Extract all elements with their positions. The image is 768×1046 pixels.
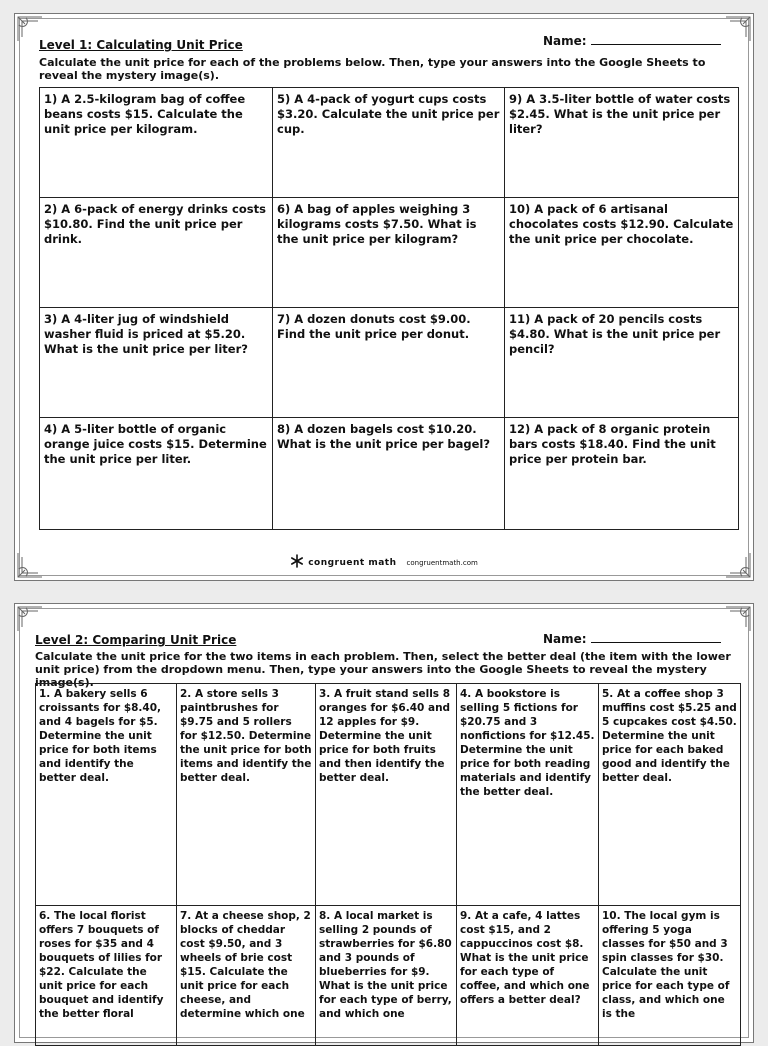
problem-cell xyxy=(457,684,599,906)
problem-text: 9) A 3.5-liter bottle of water costs $2.45. What is the unit price per liter? xyxy=(509,92,731,136)
worksheet-level-2 xyxy=(14,603,754,1043)
problem-text: 1) A 2.5-kilogram bag of coffee beans costs $15. Calculate the unit price per kilogram. xyxy=(44,92,246,136)
problem-text: 7) A dozen donuts cost $9.00. Find the unit price per donut. xyxy=(277,312,471,341)
footer-logo-text: congruent math xyxy=(308,558,397,568)
problem-text: 5. At a coffee shop 3 muffins cost $5.25 and 5 cupcakes cost $4.50. Determine the unit price for each baked good and identify the better deal. xyxy=(602,688,737,784)
problem-text: 4) A 5-liter bottle of organic orange juice costs $15. Determine the unit price per liter. xyxy=(44,422,267,466)
problem-text: 8. A local market is selling 2 pounds of strawberries for $6.80 and 3 pounds of blueberries for $9. What is the unit price for each type of berry, and which one xyxy=(319,910,452,1020)
problem-cell xyxy=(505,198,739,308)
name-field[interactable] xyxy=(543,34,721,48)
name-line xyxy=(591,632,721,643)
problem-row xyxy=(36,684,741,906)
problem-row xyxy=(40,418,739,530)
instructions: Calculate the unit price for the two items in each problem. Then, select the better deal (the item with the lower unit price) from the dropdown menu. Then, type your answers into the Google Sheets to reveal the mystery image(s). xyxy=(35,650,731,689)
name-label: Name: xyxy=(543,632,587,646)
name-label: Name: xyxy=(543,34,587,48)
problem-text: 2) A 6-pack of energy drinks costs $10.80. Find the unit price per drink. xyxy=(44,202,266,246)
problem-cell xyxy=(599,906,741,1046)
problem-text: 1. A bakery sells 6 croissants for $8.40, and 4 bagels for $5. Determine the unit price for both items and identify the better deal. xyxy=(39,688,162,784)
problem-cell xyxy=(36,684,177,906)
problem-text: 11) A pack of 20 pencils costs $4.80. What is the unit price per pencil? xyxy=(509,312,721,356)
name-line xyxy=(591,34,721,45)
problem-text: 10. The local gym is offering 5 yoga classes for $50 and 3 spin classes for $30. Calculate the unit price for each type of class, and which one is the xyxy=(602,910,730,1020)
problem-text: 6. The local florist offers 7 bouquets of roses for $35 and 4 bouquets of lilies for $22. Calculate the unit price for each bouquet and identify the better floral xyxy=(39,910,164,1020)
problem-text: 8) A dozen bagels cost $10.20. What is the unit price per bagel? xyxy=(277,422,491,451)
problem-cell xyxy=(40,198,273,308)
problem-text: 3) A 4-liter jug of windshield washer fluid is priced at $5.20. What is the unit price per liter? xyxy=(44,312,248,356)
problem-text: 2. A store sells 3 paintbrushes for $9.75 and 5 rollers for $12.50. Determine the unit price for both items and identify the better deal. xyxy=(180,688,312,784)
problem-cell xyxy=(505,308,739,418)
problem-cell xyxy=(505,418,739,530)
problem-cell xyxy=(505,88,739,198)
worksheet-level-1 xyxy=(14,13,754,581)
problem-text: 12) A pack of 8 organic protein bars costs $18.40. Find the unit price per protein bar. xyxy=(509,422,716,466)
problem-text: 6) A bag of apples weighing 3 kilograms costs $7.50. What is the unit price per kilogram? xyxy=(277,202,477,246)
problem-grid xyxy=(35,683,741,1046)
problem-text: 5) A 4-pack of yogurt cups costs $3.20. Calculate the unit price per cup. xyxy=(277,92,500,136)
page-title: Level 1: Calculating Unit Price xyxy=(39,38,243,52)
problem-cell xyxy=(273,418,505,530)
footer xyxy=(15,554,753,571)
problem-text: 10) A pack of 6 artisanal chocolates costs $12.90. Calculate the unit price per chocolate. xyxy=(509,202,734,246)
problem-cell xyxy=(316,684,457,906)
problem-cell xyxy=(457,906,599,1046)
corner-ornament xyxy=(17,606,43,632)
problem-row xyxy=(40,198,739,308)
problem-cell xyxy=(40,88,273,198)
problem-cell xyxy=(273,88,505,198)
problem-cell xyxy=(40,418,273,530)
footer-site[interactable]: congruentmath.com xyxy=(406,559,478,567)
corner-ornament xyxy=(725,606,751,632)
problem-cell xyxy=(316,906,457,1046)
problem-text: 7. At a cheese shop, 2 blocks of cheddar cost $9.50, and 3 wheels of brie cost $15. Calculate the unit price for each cheese, and determine which one xyxy=(180,910,311,1020)
problem-cell xyxy=(40,308,273,418)
problem-cell xyxy=(36,906,177,1046)
problem-text: 9. At a cafe, 4 lattes cost $15, and 2 cappuccinos cost $8. What is the unit price for each type of coffee, and which one offers a better deal? xyxy=(460,910,590,1006)
page-title: Level 2: Comparing Unit Price xyxy=(35,633,237,647)
problem-cell xyxy=(273,308,505,418)
problem-cell xyxy=(273,198,505,308)
instructions: Calculate the unit price for each of the problems below. Then, type your answers into the Google Sheets to reveal the mystery image(s). xyxy=(39,56,706,82)
problem-row xyxy=(40,88,739,198)
problem-cell xyxy=(177,906,316,1046)
problem-grid xyxy=(39,87,739,530)
problem-cell xyxy=(599,684,741,906)
congruent-math-logo-icon xyxy=(290,554,304,571)
problem-row xyxy=(40,308,739,418)
problem-text: 3. A fruit stand sells 8 oranges for $6.40 and 12 apples for $9. Determine the unit price for both fruits and then identify the better deal. xyxy=(319,688,451,784)
problem-text: 4. A bookstore is selling 5 fictions for $20.75 and 3 nonfictions for $12.45. Determine the unit price for both reading materials and identify the better deal. xyxy=(460,688,595,798)
problem-row xyxy=(36,906,741,1046)
corner-ornament xyxy=(725,16,751,42)
problem-cell xyxy=(177,684,316,906)
name-field[interactable] xyxy=(543,632,721,646)
